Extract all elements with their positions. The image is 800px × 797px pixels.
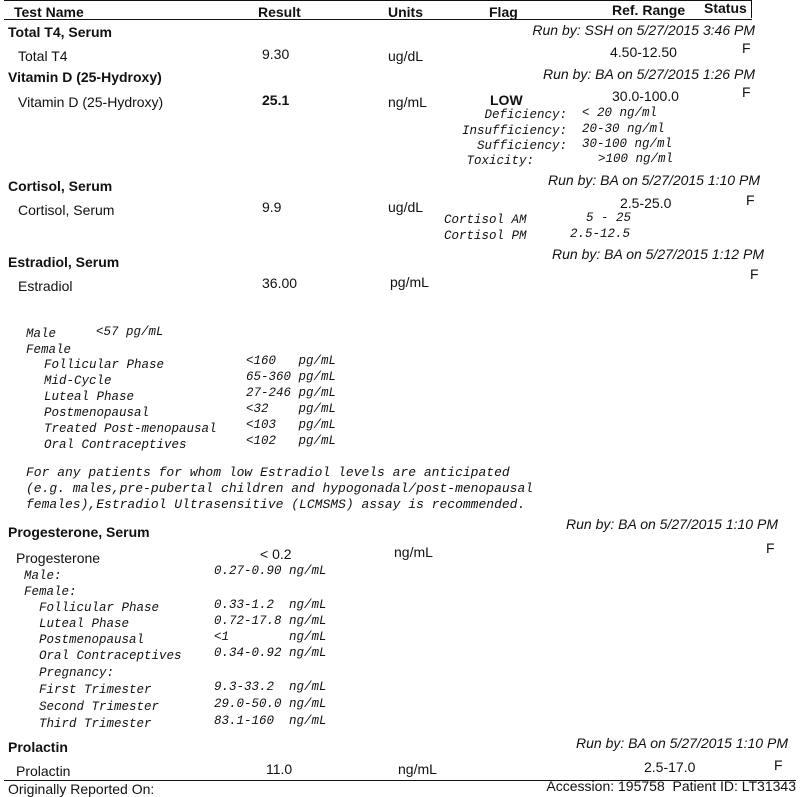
estradiol-male-value: <57 pg/mL: [96, 325, 164, 339]
vitd-note-value: 20-30 ng/ml: [582, 122, 665, 136]
run-by-prolactin: Run by: BA on 5/27/2015 1:10 PM: [576, 735, 788, 751]
col-flag: Flag: [489, 4, 518, 20]
section-title-cortisol: Cortisol, Serum: [8, 178, 113, 194]
result-cortisol: 9.9: [262, 199, 282, 215]
result-vitd: 25.1: [262, 92, 290, 108]
units-cortisol: ug/dL: [388, 199, 424, 215]
units-estradiol: pg/mL: [390, 274, 429, 290]
run-by-progesterone: Run by: BA on 5/27/2015 1:10 PM: [566, 516, 778, 532]
estradiol-female-row-label: Mid-Cycle: [44, 374, 112, 388]
progesterone-row-label: Male:: [24, 569, 62, 583]
test-name-progesterone: Progesterone: [16, 550, 101, 566]
progesterone-row-value: 0.72-17.8 ng/mL: [214, 614, 327, 628]
cortisol-note-label: Cortisol PM: [444, 229, 527, 243]
col-result: Result: [258, 4, 301, 20]
estradiol-comment-line: (e.g. males,pre-pubertal children and hypogonadal/post-menopausal: [26, 481, 534, 496]
progesterone-row-value: 83.1-160 ng/mL: [214, 714, 327, 728]
estradiol-female-label: Female: [26, 343, 72, 357]
run-by-cortisol: Run by: BA on 5/27/2015 1:10 PM: [548, 172, 760, 188]
progesterone-row-value: 29.0-50.0 ng/mL: [214, 697, 327, 711]
test-name-cortisol: Cortisol, Serum: [18, 202, 115, 218]
progesterone-row-label: First Trimester: [24, 683, 152, 697]
range-cortisol: 2.5-25.0: [620, 195, 672, 211]
vitd-note-value: 30-100 ng/ml: [582, 137, 673, 151]
header-right-rule: [751, 0, 752, 18]
footer-left: Originally Reported On:: [8, 781, 155, 797]
estradiol-female-row-label: Postmenopausal: [44, 406, 150, 420]
cortisol-note-value: 5 - 25: [586, 211, 632, 225]
section-title-vitd: Vitamin D (25-Hydroxy): [8, 69, 162, 85]
status-estradiol: F: [750, 266, 759, 282]
section-title-t4: Total T4, Serum: [8, 24, 112, 40]
estradiol-male-label: Male: [26, 327, 57, 341]
range-vitd: 30.0-100.0: [612, 88, 679, 104]
estradiol-female-row-value: <32 pg/mL: [246, 402, 337, 416]
vitd-note-label: Deficiency:: [484, 108, 567, 122]
run-by-t4: Run by: SSH on 5/27/2015 3:46 PM: [532, 22, 755, 38]
units-vitd: ng/mL: [388, 94, 427, 110]
status-prolactin: F: [774, 757, 783, 773]
estradiol-female-row-value: <103 pg/mL: [246, 418, 337, 432]
test-name-vitd: Vitamin D (25-Hydroxy): [18, 94, 164, 110]
run-by-vitd: Run by: BA on 5/27/2015 1:26 PM: [543, 66, 755, 82]
status-progesterone: F: [766, 540, 775, 556]
cortisol-note-value: 2.5-12.5: [570, 227, 631, 241]
estradiol-female-row-label: Follicular Phase: [44, 358, 165, 372]
progesterone-row-label: Follicular Phase: [24, 601, 160, 615]
estradiol-female-row-label: Oral Contraceptives: [44, 438, 187, 452]
progesterone-row-value: 0.33-1.2 ng/mL: [214, 598, 327, 612]
progesterone-row-value: 0.34-0.92 ng/mL: [214, 646, 327, 660]
run-by-estradiol: Run by: BA on 5/27/2015 1:12 PM: [552, 246, 764, 262]
section-title-prolactin: Prolactin: [8, 739, 68, 755]
flag-vitd: LOW: [490, 92, 523, 108]
result-progesterone: < 0.2: [260, 546, 292, 562]
units-progesterone: ng/mL: [394, 544, 433, 560]
test-name-t4: Total T4: [18, 48, 68, 64]
progesterone-row-label: Oral Contraceptives: [24, 649, 182, 663]
range-t4: 4.50-12.50: [610, 44, 677, 60]
result-prolactin: 11.0: [266, 761, 293, 777]
estradiol-female-row-value: 65-360 pg/mL: [246, 370, 337, 384]
vitd-note-label: Toxicity:: [466, 154, 534, 168]
progesterone-row-label: Postmenopausal: [24, 633, 145, 647]
footer-right: Accession: 195758 Patient ID: LT31343: [546, 778, 796, 794]
vitd-note-label: Insufficiency:: [461, 124, 567, 138]
vitd-note-value: >100 ng/ml: [598, 152, 674, 166]
progesterone-row-label: Female:: [24, 585, 77, 599]
progesterone-row-label: Pregnancy:: [24, 666, 115, 680]
col-status: Status: [704, 0, 747, 16]
cortisol-note-label: Cortisol AM: [444, 213, 527, 227]
vitd-note-value: < 20 ng/ml: [582, 106, 658, 120]
estradiol-comment-line: females),Estradiol Ultrasensitive (LCMSMS) assay is recommended.: [26, 497, 526, 512]
progesterone-row-label: Second Trimester: [24, 700, 160, 714]
estradiol-female-row-label: Treated Post-menopausal: [44, 422, 217, 436]
section-title-progesterone: Progesterone, Serum: [8, 524, 150, 540]
range-prolactin: 2.5-17.0: [644, 759, 696, 775]
estradiol-female-row-label: Luteal Phase: [44, 390, 135, 404]
progesterone-row-label: Luteal Phase: [24, 617, 130, 631]
estradiol-female-row-value: 27-246 pg/mL: [246, 386, 337, 400]
progesterone-row-label: Third Trimester: [24, 717, 152, 731]
result-t4: 9.30: [262, 46, 290, 62]
status-t4: F: [742, 40, 751, 56]
test-name-prolactin: Prolactin: [16, 763, 71, 779]
header-top-rule: [4, 0, 752, 1]
progesterone-row-value: <1 ng/mL: [214, 630, 327, 644]
section-title-estradiol: Estradiol, Serum: [8, 254, 120, 270]
status-cortisol: F: [746, 192, 755, 208]
estradiol-comment-line: For any patients for whom low Estradiol levels are anticipated: [26, 465, 510, 480]
vitd-note-label: Sufficiency:: [476, 139, 567, 153]
header-bottom-rule: [4, 19, 752, 20]
col-ref-range: Ref. Range: [612, 2, 686, 18]
test-name-estradiol: Estradiol: [18, 278, 73, 294]
units-t4: ug/dL: [388, 48, 424, 64]
col-test-name: Test Name: [14, 4, 84, 20]
estradiol-female-row-value: <160 pg/mL: [246, 354, 337, 368]
progesterone-row-value: 0.27-0.90 ng/mL: [214, 564, 327, 578]
result-estradiol: 36.00: [262, 275, 298, 291]
status-vitd: F: [742, 84, 751, 100]
progesterone-row-value: 9.3-33.2 ng/mL: [214, 680, 327, 694]
units-prolactin: ng/mL: [398, 761, 437, 777]
col-units: Units: [388, 4, 423, 20]
estradiol-female-row-value: <102 pg/mL: [246, 434, 337, 448]
